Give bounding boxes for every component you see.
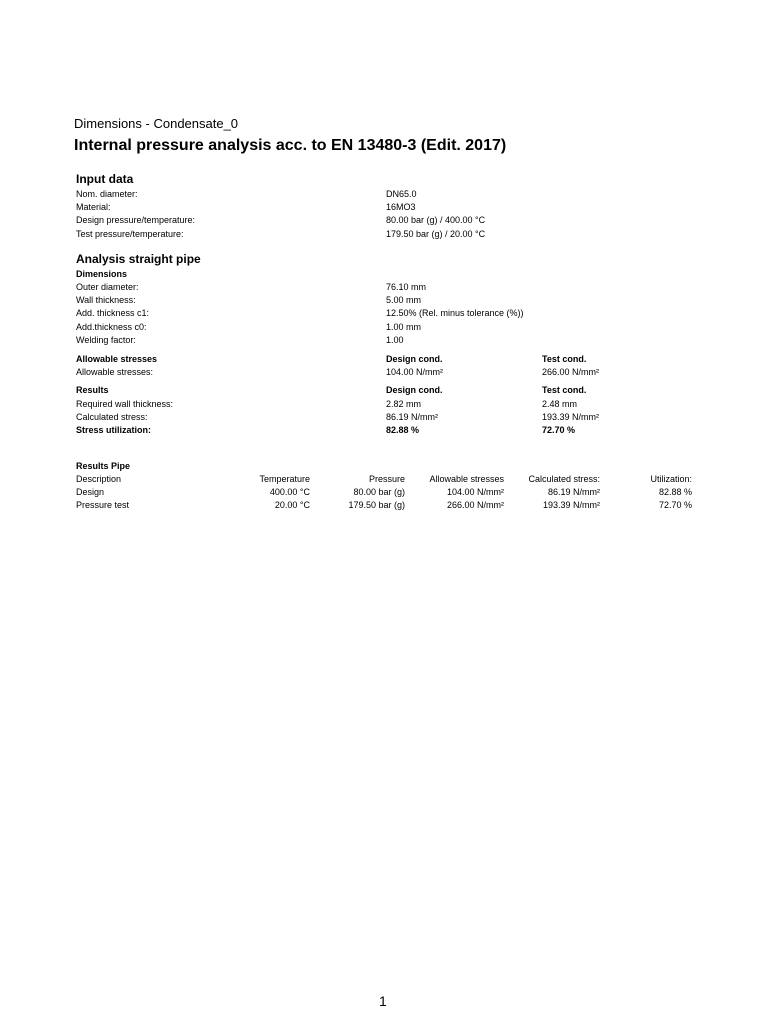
input-label: Material: — [76, 202, 111, 212]
results-row — [76, 411, 696, 423]
results-pipe-table — [76, 460, 696, 512]
test-cond-header: Test cond. — [542, 385, 587, 395]
table-cell: 104.00 N/mm² — [446, 487, 504, 497]
results-label: Calculated stress: — [76, 412, 148, 422]
allowable-row — [76, 366, 696, 378]
input-label: Design pressure/temperature: — [76, 215, 196, 225]
dimension-value: 1.00 mm — [386, 322, 422, 332]
table-cell: 80.00 bar (g) — [353, 487, 405, 497]
column-header: Temperature — [259, 474, 310, 484]
results-test: 72.70 % — [542, 425, 576, 435]
table-cell: 266.00 N/mm² — [446, 500, 504, 510]
column-header: Calculated stress: — [528, 474, 600, 484]
results-pipe-heading-label: Results Pipe — [76, 461, 131, 471]
table-row — [76, 499, 696, 512]
analysis-heading: Analysis straight pipe — [76, 252, 201, 266]
design-cond-header: Design cond. — [386, 385, 443, 395]
table-cell: Pressure test — [76, 500, 130, 510]
dimension-row — [76, 281, 696, 293]
results-pipe-heading — [76, 460, 696, 473]
results-label: Required wall thickness: — [76, 399, 174, 409]
input-label: Nom. diameter: — [76, 189, 138, 199]
dimension-row — [76, 321, 696, 333]
input-value: 179.50 bar (g) / 20.00 °C — [386, 229, 486, 239]
table-cell: 86.19 N/mm² — [547, 487, 600, 497]
input-row — [76, 214, 696, 226]
table-cell: 400.00 °C — [269, 487, 310, 497]
table-cell: 20.00 °C — [274, 500, 310, 510]
table-cell: 82.88 % — [658, 487, 692, 497]
input-value: 80.00 bar (g) / 400.00 °C — [386, 215, 486, 225]
test-cond-header: Test cond. — [542, 354, 587, 364]
dimension-label: Outer diameter: — [76, 282, 139, 292]
input-row — [76, 201, 696, 213]
table-cell: Design — [76, 487, 105, 497]
design-cond-header: Design cond. — [386, 354, 443, 364]
table-cell: 193.39 N/mm² — [542, 500, 600, 510]
document-subtitle: Dimensions - Condensate_0 — [74, 116, 239, 131]
results-row — [76, 398, 696, 410]
results-test: 2.48 mm — [542, 399, 578, 409]
input-value: DN65.0 — [386, 189, 417, 199]
dimension-row — [76, 307, 696, 319]
results-design: 2.82 mm — [386, 399, 422, 409]
dimension-value: 1.00 — [386, 335, 404, 345]
results-label: Stress utilization: — [76, 425, 152, 435]
dimension-label: Add. thickness c1: — [76, 308, 150, 318]
column-header: Allowable stresses — [429, 474, 504, 484]
results-heading: Results — [76, 385, 109, 395]
dimension-label: Wall thickness: — [76, 295, 136, 305]
results-design: 82.88 % — [386, 425, 420, 435]
allowable-label: Allowable stresses: — [76, 367, 154, 377]
dimension-label: Add.thickness c0: — [76, 322, 147, 332]
column-header: Description — [76, 474, 122, 484]
dimension-value: 76.10 mm — [386, 282, 427, 292]
table-cell: 72.70 % — [658, 500, 692, 510]
results-row-utilization — [76, 424, 696, 436]
dimensions-heading-label: Dimensions — [76, 269, 128, 279]
column-header: Pressure — [368, 474, 405, 484]
table-cell: 179.50 bar (g) — [348, 500, 405, 510]
dimension-value: 5.00 mm — [386, 295, 422, 305]
dimension-row — [76, 294, 696, 306]
allowable-design: 104.00 N/mm² — [386, 367, 444, 377]
input-label: Test pressure/temperature: — [76, 229, 184, 239]
dimension-value: 12.50% (Rel. minus tolerance (%)) — [386, 308, 524, 318]
dimensions-heading — [76, 268, 696, 280]
input-row — [76, 228, 696, 240]
document-title: Internal pressure analysis acc. to EN 13480-3 (Edit. 2017) — [74, 137, 507, 154]
dimension-label: Welding factor: — [76, 335, 136, 345]
page-number: 1 — [379, 993, 387, 1009]
column-header: Utilization: — [650, 474, 692, 484]
input-value: 16MO3 — [386, 202, 416, 212]
allowable-test: 266.00 N/mm² — [542, 367, 600, 377]
allowable-header-row — [76, 353, 696, 365]
results-header-row — [76, 384, 696, 396]
table-header-row — [76, 473, 696, 486]
dimension-row — [76, 334, 696, 346]
input-data-heading: Input data — [76, 172, 134, 186]
results-design: 86.19 N/mm² — [386, 412, 439, 422]
table-row — [76, 486, 696, 499]
allowable-heading: Allowable stresses — [76, 354, 158, 364]
input-row — [76, 188, 696, 200]
results-test: 193.39 N/mm² — [542, 412, 600, 422]
